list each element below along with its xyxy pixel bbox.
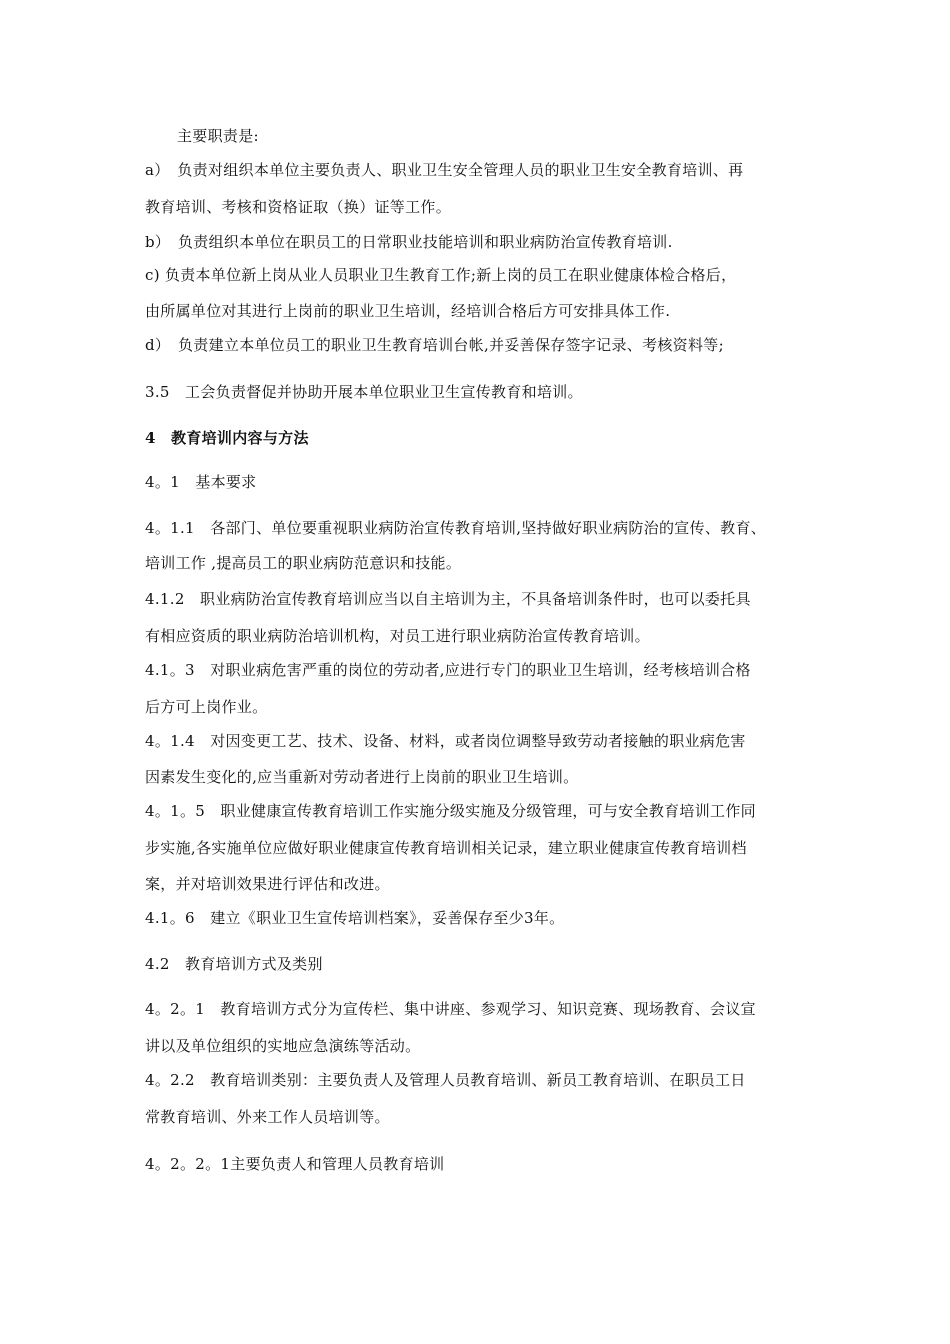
clause-4-2-2-line-1: 4。2.2 教育培训类别：主要负责人及管理人员教育培训、新员工教育培训、在职员工日 bbox=[145, 1071, 746, 1089]
duty-d-line: d） 负责建立本单位员工的职业卫生教育培训台帐,并妥善保存签字记录、考核资料等; bbox=[145, 336, 724, 354]
clause-4-1-1-line-1: 4。1.1 各部门、单位要重视职业病防治宣传教育培训,坚持做好职业病防治的宣传、教育、 bbox=[145, 519, 767, 537]
clause-4-1-3-line-1: 4.1。3 对职业病危害严重的岗位的劳动者,应进行专门的职业卫生培训，经考核培训合格 bbox=[145, 661, 751, 679]
clause-3-5: 3.5 工会负责督促并协助开展本单位职业卫生宣传教育和培训。 bbox=[145, 383, 583, 401]
duty-a-line-2: 教育培训、考核和资格证取（换）证等工作。 bbox=[145, 198, 452, 216]
clause-4-1-heading: 4。1 基本要求 bbox=[145, 473, 257, 491]
clause-4-2-2-1-heading: 4。2。2。1主要负责人和管理人员教育培训 bbox=[145, 1155, 445, 1173]
clause-4-2-1-line-2: 讲以及单位组织的实地应急演练等活动。 bbox=[145, 1037, 421, 1055]
clause-4-1-5-line-2: 步实施,各实施单位应做好职业健康宣传教育培训相关记录，建立职业健康宣传教育培训档 bbox=[145, 839, 747, 857]
clause-4-1-2-line-1: 4.1.2 职业病防治宣传教育培训应当以自主培训为主，不具备培训条件时，也可以委托具 bbox=[145, 590, 751, 608]
clause-4-2-2-line-2: 常教育培训、外来工作人员培训等。 bbox=[145, 1108, 390, 1126]
clause-4-2-heading: 4.2 教育培训方式及类别 bbox=[145, 955, 323, 973]
duty-c-line-1: c) 负责本单位新上岗从业人员职业卫生教育工作;新上岗的员工在职业健康体检合格后， bbox=[145, 266, 737, 284]
clause-4-1-5-line-3: 案，并对培训效果进行评估和改进。 bbox=[145, 875, 390, 893]
clause-4-1-3-line-2: 后方可上岗作业。 bbox=[145, 698, 268, 716]
section-4-heading: 4 教育培训内容与方法 bbox=[145, 429, 309, 447]
duty-c-line-2: 由所属单位对其进行上岗前的职业卫生培训，经培训合格后方可安排具体工作. bbox=[145, 302, 671, 320]
clause-4-1-4-line-2: 因素发生变化的,应当重新对劳动者进行上岗前的职业卫生培训。 bbox=[145, 768, 579, 786]
clause-4-2-1-line-1: 4。2。1 教育培训方式分为宣传栏、集中讲座、参观学习、知识竞赛、现场教育、会议宣 bbox=[145, 1000, 756, 1018]
clause-4-1-1-line-2: 培训工作 ,提高员工的职业病防范意识和技能。 bbox=[145, 554, 462, 572]
clause-4-1-6: 4.1。6 建立《职业卫生宣传培训档案》，妥善保存至少3年。 bbox=[145, 909, 565, 927]
duties-heading: 主要职责是: bbox=[177, 127, 259, 145]
clause-4-1-4-line-1: 4。1.4 对因变更工艺、技术、设备、材料，或者岗位调整导致劳动者接触的职业病危害 bbox=[145, 732, 746, 750]
duty-a-line-1: a） 负责对组织本单位主要负责人、职业卫生安全管理人员的职业卫生安全教育培训、再 bbox=[145, 161, 744, 179]
duty-b-line: b） 负责组织本单位在职员工的日常职业技能培训和职业病防治宣传教育培训. bbox=[145, 233, 673, 251]
clause-4-1-2-line-2: 有相应资质的职业病防治培训机构，对员工进行职业病防治宣传教育培训。 bbox=[145, 627, 650, 645]
clause-4-1-5-line-1: 4。1。5 职业健康宣传教育培训工作实施分级实施及分级管理，可与安全教育培训工作同 bbox=[145, 802, 756, 820]
